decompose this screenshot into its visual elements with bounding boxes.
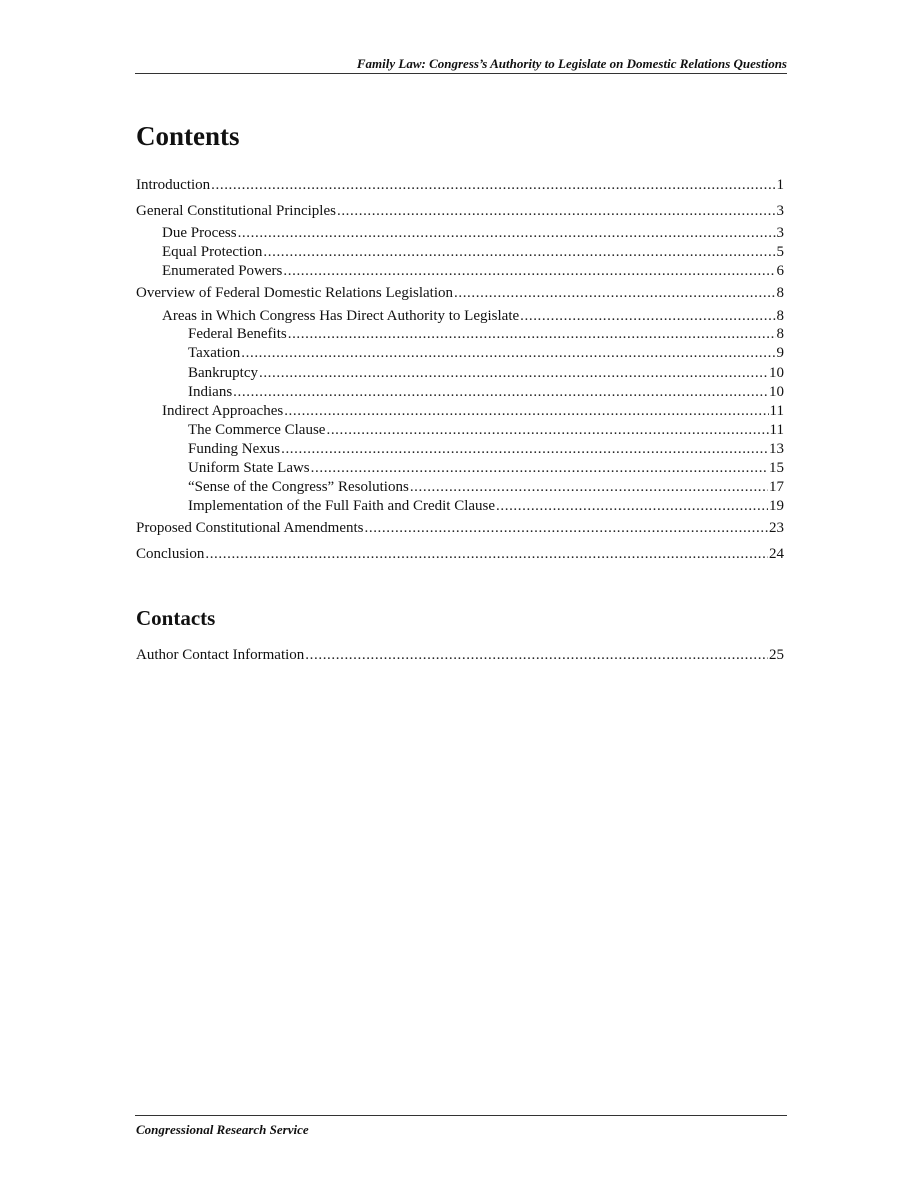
- toc-page-number: 25: [769, 647, 784, 663]
- dot-leader: [284, 403, 768, 420]
- page-header: [135, 56, 787, 74]
- running-title: Family Law: Congress’s Authority to Legislate on Domestic Relations Questions: [356, 56, 787, 71]
- toc-page-number: 11: [769, 422, 784, 438]
- toc-entry-general-constitutional-principles[interactable]: [136, 203, 784, 220]
- dot-leader: [263, 244, 775, 261]
- toc-entry-taxation[interactable]: [188, 345, 784, 362]
- toc-page-number: 19: [769, 498, 784, 514]
- toc-entry-title: Author Contact Information: [136, 647, 305, 663]
- toc-entry-full-faith-credit[interactable]: [188, 498, 784, 515]
- toc-entry-proposed-amendments[interactable]: [136, 520, 784, 537]
- toc-entry-title: Introduction: [136, 177, 211, 193]
- toc-page-number: 8: [776, 285, 784, 301]
- footer-text: Congressional Research Service: [136, 1122, 309, 1137]
- dot-leader: [283, 263, 775, 280]
- dot-leader: [205, 546, 768, 563]
- contacts-heading: Contacts: [136, 606, 216, 630]
- toc-page-number: 24: [769, 546, 784, 562]
- toc-entry-bankruptcy[interactable]: [188, 365, 784, 382]
- dot-leader: [496, 498, 768, 515]
- toc-entry-title: “Sense of the Congress” Resolutions: [188, 479, 409, 495]
- toc-entry-title: Due Process: [162, 225, 237, 241]
- toc-entry-indians[interactable]: [188, 384, 784, 401]
- toc-page-number: 11: [769, 403, 784, 419]
- toc-entry-title: Indians: [188, 384, 233, 400]
- toc-page-number: 17: [769, 479, 784, 495]
- toc-entry-title: Funding Nexus: [188, 441, 281, 457]
- dot-leader: [259, 365, 768, 382]
- toc-entry-title: Areas in Which Congress Has Direct Authority to Legislate: [162, 308, 520, 324]
- toc-page-number: 8: [776, 326, 784, 342]
- toc-page-number: 8: [776, 308, 784, 324]
- dot-leader: [311, 460, 768, 477]
- toc-page-number: 15: [769, 460, 784, 476]
- toc-entry-direct-authority[interactable]: [162, 308, 784, 325]
- toc-entry-title: Indirect Approaches: [162, 403, 284, 419]
- dot-leader: [288, 326, 776, 343]
- dot-leader: [305, 647, 768, 664]
- dot-leader: [520, 308, 775, 325]
- toc-page-number: 1: [776, 177, 784, 193]
- toc-entry-title: Overview of Federal Domestic Relations Legislation: [136, 285, 453, 301]
- toc-entry-introduction[interactable]: [136, 177, 784, 194]
- toc-entry-conclusion[interactable]: [136, 546, 784, 563]
- toc-page-number: 10: [769, 365, 784, 381]
- toc-entry-funding-nexus[interactable]: [188, 441, 784, 458]
- toc-entry-enumerated-powers[interactable]: [162, 263, 784, 280]
- toc-page-number: 23: [769, 520, 784, 536]
- dot-leader: [454, 285, 776, 302]
- dot-leader: [211, 177, 775, 194]
- toc-entry-title: Enumerated Powers: [162, 263, 283, 279]
- toc-entry-commerce-clause[interactable]: [188, 422, 784, 439]
- toc-entry-title: Bankruptcy: [188, 365, 258, 381]
- toc-entry-uniform-state-laws[interactable]: [188, 460, 784, 477]
- toc-page-number: 13: [769, 441, 784, 457]
- dot-leader: [326, 422, 768, 439]
- toc-entry-title: Conclusion: [136, 546, 205, 562]
- toc-page-number: 9: [776, 345, 784, 361]
- dot-leader: [233, 384, 768, 401]
- toc-page-number: 3: [776, 225, 784, 241]
- toc-page-number: 10: [769, 384, 784, 400]
- toc-entry-overview-federal-domestic-relations[interactable]: [136, 285, 784, 302]
- toc-page-number: 3: [776, 203, 784, 219]
- toc-entry-federal-benefits[interactable]: [188, 326, 784, 343]
- toc-entry-title: Equal Protection: [162, 244, 263, 260]
- contents-heading: Contents: [136, 121, 240, 151]
- toc-entry-author-contact[interactable]: [136, 647, 784, 664]
- dot-leader: [365, 520, 769, 537]
- toc-page-number: 5: [776, 244, 784, 260]
- dot-leader: [410, 479, 768, 496]
- toc-entry-title: Taxation: [188, 345, 241, 361]
- toc-entry-sense-of-congress[interactable]: [188, 479, 784, 496]
- toc-entry-title: General Constitutional Principles: [136, 203, 336, 219]
- dot-leader: [337, 203, 776, 220]
- toc-entry-equal-protection[interactable]: [162, 244, 784, 261]
- toc-entry-title: Federal Benefits: [188, 326, 287, 342]
- toc-entry-title: Proposed Constitutional Amendments: [136, 520, 364, 536]
- toc-entry-title: Uniform State Laws: [188, 460, 310, 476]
- dot-leader: [238, 225, 776, 242]
- toc-page-number: 6: [776, 263, 784, 279]
- toc-entry-title: Implementation of the Full Faith and Credit Clause: [188, 498, 496, 514]
- dot-leader: [281, 441, 768, 458]
- page-footer: [135, 1115, 787, 1137]
- toc-entry-indirect-approaches[interactable]: [162, 403, 784, 420]
- dot-leader: [241, 345, 775, 362]
- toc-entry-due-process[interactable]: [162, 225, 784, 242]
- toc-entry-title: The Commerce Clause: [188, 422, 326, 438]
